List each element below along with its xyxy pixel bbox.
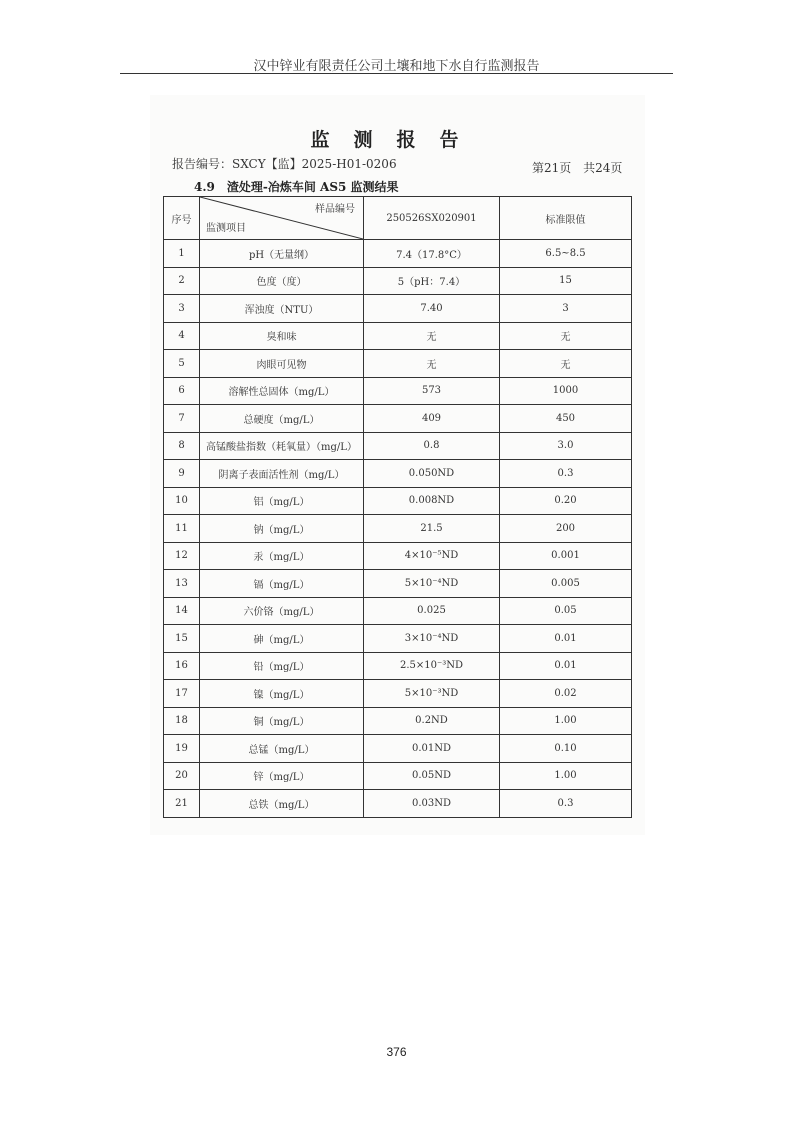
cell-result: 0.01ND <box>364 735 500 763</box>
page-number: 376 <box>386 1045 407 1059</box>
cell-item: 锌（mg/L） <box>200 762 364 790</box>
cell-seq: 4 <box>164 322 200 350</box>
cell-result: 21.5 <box>364 515 500 543</box>
table-row <box>164 680 632 708</box>
cell-item: 总锰（mg/L） <box>200 735 364 763</box>
table-row <box>164 405 632 433</box>
cell-item: 总硬度（mg/L） <box>200 405 364 433</box>
cell-limit: 3 <box>500 295 632 323</box>
cell-seq: 5 <box>164 350 200 378</box>
cell-result: 0.050ND <box>364 460 500 488</box>
header-limit: 标准限值 <box>500 197 632 240</box>
cell-limit: 0.10 <box>500 735 632 763</box>
header-seq: 序号 <box>164 197 200 240</box>
cell-result: 无 <box>364 350 500 378</box>
cell-limit: 3.0 <box>500 432 632 460</box>
cell-item: 高锰酸盐指数（耗氧量）（mg/L） <box>200 432 364 460</box>
cell-result: 7.40 <box>364 295 500 323</box>
cell-limit: 0.005 <box>500 570 632 598</box>
cell-limit: 无 <box>500 350 632 378</box>
table-row <box>164 432 632 460</box>
cell-limit: 6.5~8.5 <box>500 240 632 268</box>
cell-seq: 3 <box>164 295 200 323</box>
table-row <box>164 267 632 295</box>
cell-limit: 0.01 <box>500 625 632 653</box>
cell-result: 3×10⁻⁴ND <box>364 625 500 653</box>
cell-limit: 1.00 <box>500 707 632 735</box>
results-table <box>163 196 632 818</box>
header-sample-label: 样品编号 <box>315 204 355 215</box>
table-row <box>164 542 632 570</box>
cell-seq: 11 <box>164 515 200 543</box>
cell-seq: 7 <box>164 405 200 433</box>
table-row <box>164 762 632 790</box>
cell-seq: 16 <box>164 652 200 680</box>
cell-item: 镉（mg/L） <box>200 570 364 598</box>
table-row <box>164 322 632 350</box>
cell-seq: 9 <box>164 460 200 488</box>
table-row <box>164 570 632 598</box>
cell-result: 0.025 <box>364 597 500 625</box>
table-row <box>164 377 632 405</box>
cell-seq: 6 <box>164 377 200 405</box>
cell-limit: 0.3 <box>500 460 632 488</box>
cell-limit: 0.20 <box>500 487 632 515</box>
cell-limit: 1.00 <box>500 762 632 790</box>
table-row <box>164 240 632 268</box>
table-row <box>164 652 632 680</box>
table-row <box>164 707 632 735</box>
cell-item: 汞（mg/L） <box>200 542 364 570</box>
table-row <box>164 597 632 625</box>
document-header: 汉中锌业有限责任公司土壤和地下水自行监测报告 <box>253 59 540 74</box>
cell-item: 钠（mg/L） <box>200 515 364 543</box>
cell-limit: 1000 <box>500 377 632 405</box>
cell-limit: 0.01 <box>500 652 632 680</box>
table-row <box>164 790 632 818</box>
cell-item: 六价铬（mg/L） <box>200 597 364 625</box>
cell-seq: 21 <box>164 790 200 818</box>
section-title: 4.9 渣处理-冶炼车间 AS5 监测结果 <box>194 180 399 194</box>
cell-seq: 18 <box>164 707 200 735</box>
cell-seq: 10 <box>164 487 200 515</box>
cell-result: 2.5×10⁻³ND <box>364 652 500 680</box>
cell-item: 铅（mg/L） <box>200 652 364 680</box>
cell-result: 4×10⁻⁵ND <box>364 542 500 570</box>
table-row <box>164 460 632 488</box>
cell-result: 409 <box>364 405 500 433</box>
cell-seq: 15 <box>164 625 200 653</box>
cell-item: 砷（mg/L） <box>200 625 364 653</box>
cell-result: 0.05ND <box>364 762 500 790</box>
cell-item: 溶解性总固体（mg/L） <box>200 377 364 405</box>
cell-result: 0.008ND <box>364 487 500 515</box>
cell-item: pH（无量纲） <box>200 240 364 268</box>
cell-result: 573 <box>364 377 500 405</box>
cell-result: 5×10⁻⁴ND <box>364 570 500 598</box>
cell-item: 总铁（mg/L） <box>200 790 364 818</box>
cell-seq: 2 <box>164 267 200 295</box>
header-sample-id: 250526SX020901 <box>364 197 500 240</box>
cell-result: 0.2ND <box>364 707 500 735</box>
cell-seq: 17 <box>164 680 200 708</box>
table-row <box>164 515 632 543</box>
cell-seq: 13 <box>164 570 200 598</box>
page-info <box>532 159 622 176</box>
table-row <box>164 625 632 653</box>
cell-item: 臭和味 <box>200 322 364 350</box>
table-row <box>164 295 632 323</box>
cell-seq: 8 <box>164 432 200 460</box>
table-row <box>164 735 632 763</box>
page-current: 第21页 <box>532 161 572 175</box>
cell-limit: 0.3 <box>500 790 632 818</box>
cell-item: 阴离子表面活性剂（mg/L） <box>200 460 364 488</box>
header-divider <box>120 73 673 74</box>
table-row <box>164 350 632 378</box>
table-header-row <box>164 197 632 240</box>
header-diagonal-cell <box>200 197 364 240</box>
header-item-label: 监测项目 <box>206 223 246 234</box>
cell-item: 铜（mg/L） <box>200 707 364 735</box>
cell-seq: 12 <box>164 542 200 570</box>
table-row <box>164 487 632 515</box>
cell-seq: 14 <box>164 597 200 625</box>
cell-limit: 0.05 <box>500 597 632 625</box>
cell-result: 7.4（17.8°C） <box>364 240 500 268</box>
cell-seq: 1 <box>164 240 200 268</box>
cell-result: 无 <box>364 322 500 350</box>
cell-result: 0.03ND <box>364 790 500 818</box>
cell-result: 0.8 <box>364 432 500 460</box>
cell-seq: 20 <box>164 762 200 790</box>
cell-limit: 15 <box>500 267 632 295</box>
page-total: 共24页 <box>583 161 623 175</box>
cell-result: 5×10⁻³ND <box>364 680 500 708</box>
cell-limit: 0.02 <box>500 680 632 708</box>
cell-item: 镍（mg/L） <box>200 680 364 708</box>
cell-limit: 无 <box>500 322 632 350</box>
cell-limit: 0.001 <box>500 542 632 570</box>
report-title: 监测报告 <box>310 129 483 151</box>
report-number: 报告编号：SXCY【监】2025-H01-0206 <box>172 157 397 171</box>
cell-limit: 200 <box>500 515 632 543</box>
cell-limit: 450 <box>500 405 632 433</box>
cell-item: 浑浊度（NTU） <box>200 295 364 323</box>
cell-item: 铝（mg/L） <box>200 487 364 515</box>
cell-item: 色度（度） <box>200 267 364 295</box>
cell-item: 肉眼可见物 <box>200 350 364 378</box>
cell-seq: 19 <box>164 735 200 763</box>
cell-result: 5（pH：7.4） <box>364 267 500 295</box>
